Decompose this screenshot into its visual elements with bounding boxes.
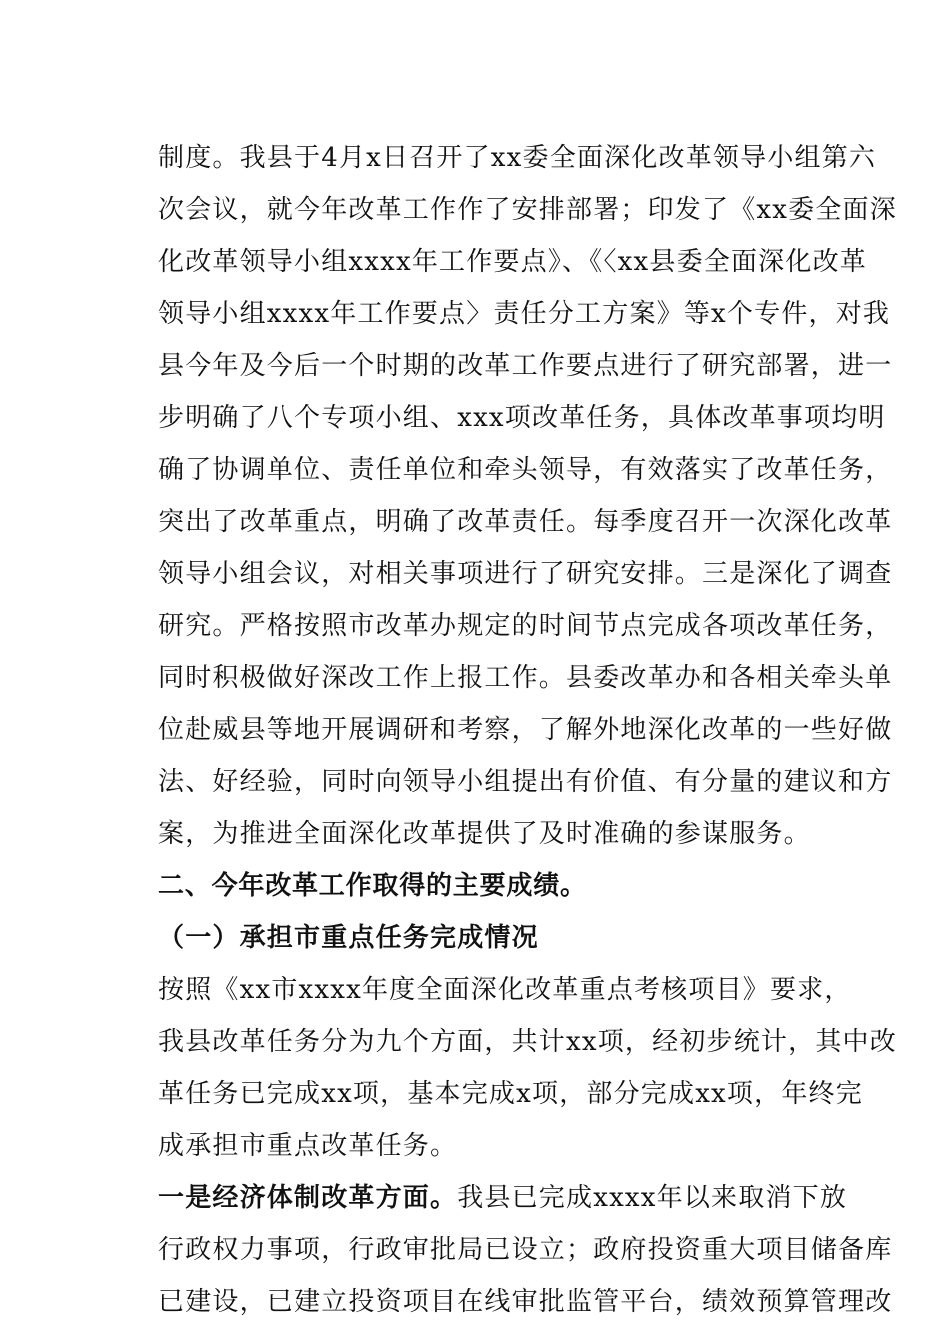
body-text-line: 领导小组xxxx年工作要点〉责任分工方案》等x个专件，对我 (158, 299, 891, 329)
section-heading: 二、今年改革工作取得的主要成绩。 (158, 871, 587, 901)
body-text-line: 我县改革任务分为九个方面，共计xx项，经初步统计，其中改 (158, 1027, 897, 1057)
paragraph-lead-bold: 一是经济体制改革方面。 (158, 1183, 458, 1213)
body-text-line: 位赴威县等地开展调研和考察，了解外地深化改革的一些好做 (158, 715, 893, 745)
body-text-line: 领导小组会议，对相关事项进行了研究安排。三是深化了调查 (158, 559, 893, 589)
body-text-line: 已建设，已建立投资项目在线审批监管平台，绩效预算管理改 (158, 1287, 893, 1317)
body-text-line: 同时积极做好深改工作上报工作。县委改革办和各相关牵头单 (158, 663, 893, 693)
body-text-line: 突出了改革重点，明确了改革责任。每季度召开一次深化改革 (158, 507, 893, 537)
paragraph-lead-line (158, 1181, 848, 1215)
body-text-line: 革任务已完成xx项，基本完成x项，部分完成xx项，年终完 (158, 1079, 863, 1109)
paragraph-lead-rest: 我县已完成xxxx年以来取消下放 (457, 1183, 848, 1213)
body-text-line: 行政权力事项，行政审批局已设立；政府投资重大项目储备库 (158, 1235, 893, 1265)
body-text-line: 制度。我县于4月x日召开了xx委全面深化改革领导小组第六 (158, 143, 877, 173)
body-text-line: 化改革领导小组xxxx年工作要点》、《〈xx县委全面深化改革 (158, 247, 867, 277)
subsection-heading: （一）承担市重点任务完成情况 (158, 923, 539, 953)
body-text-line: 按照《xx市xxxx年度全面深化改革重点考核项目》要求， (158, 975, 852, 1005)
body-text-line: 县今年及今后一个时期的改革工作要点进行了研究部署，进一 (158, 351, 893, 381)
body-text-line: 成承担市重点改革任务。 (158, 1131, 458, 1161)
body-text-line: 法、好经验，同时向领导小组提出有价值、有分量的建议和方 (158, 767, 893, 797)
body-text-line: 研究。严格按照市改革办规定的时间节点完成各项改革任务， (158, 611, 893, 641)
body-text-line: 步明确了八个专项小组、xxx项改革任务，具体改革事项均明 (158, 403, 886, 433)
body-text-line: 案，为推进全面深化改革提供了及时准确的参谋服务。 (158, 819, 811, 849)
body-text-line: 次会议，就今年改革工作作了安排部署；印发了《xx委全面深 (158, 195, 897, 225)
body-text-line: 确了协调单位、责任单位和牵头领导，有效落实了改革任务， (158, 455, 893, 485)
